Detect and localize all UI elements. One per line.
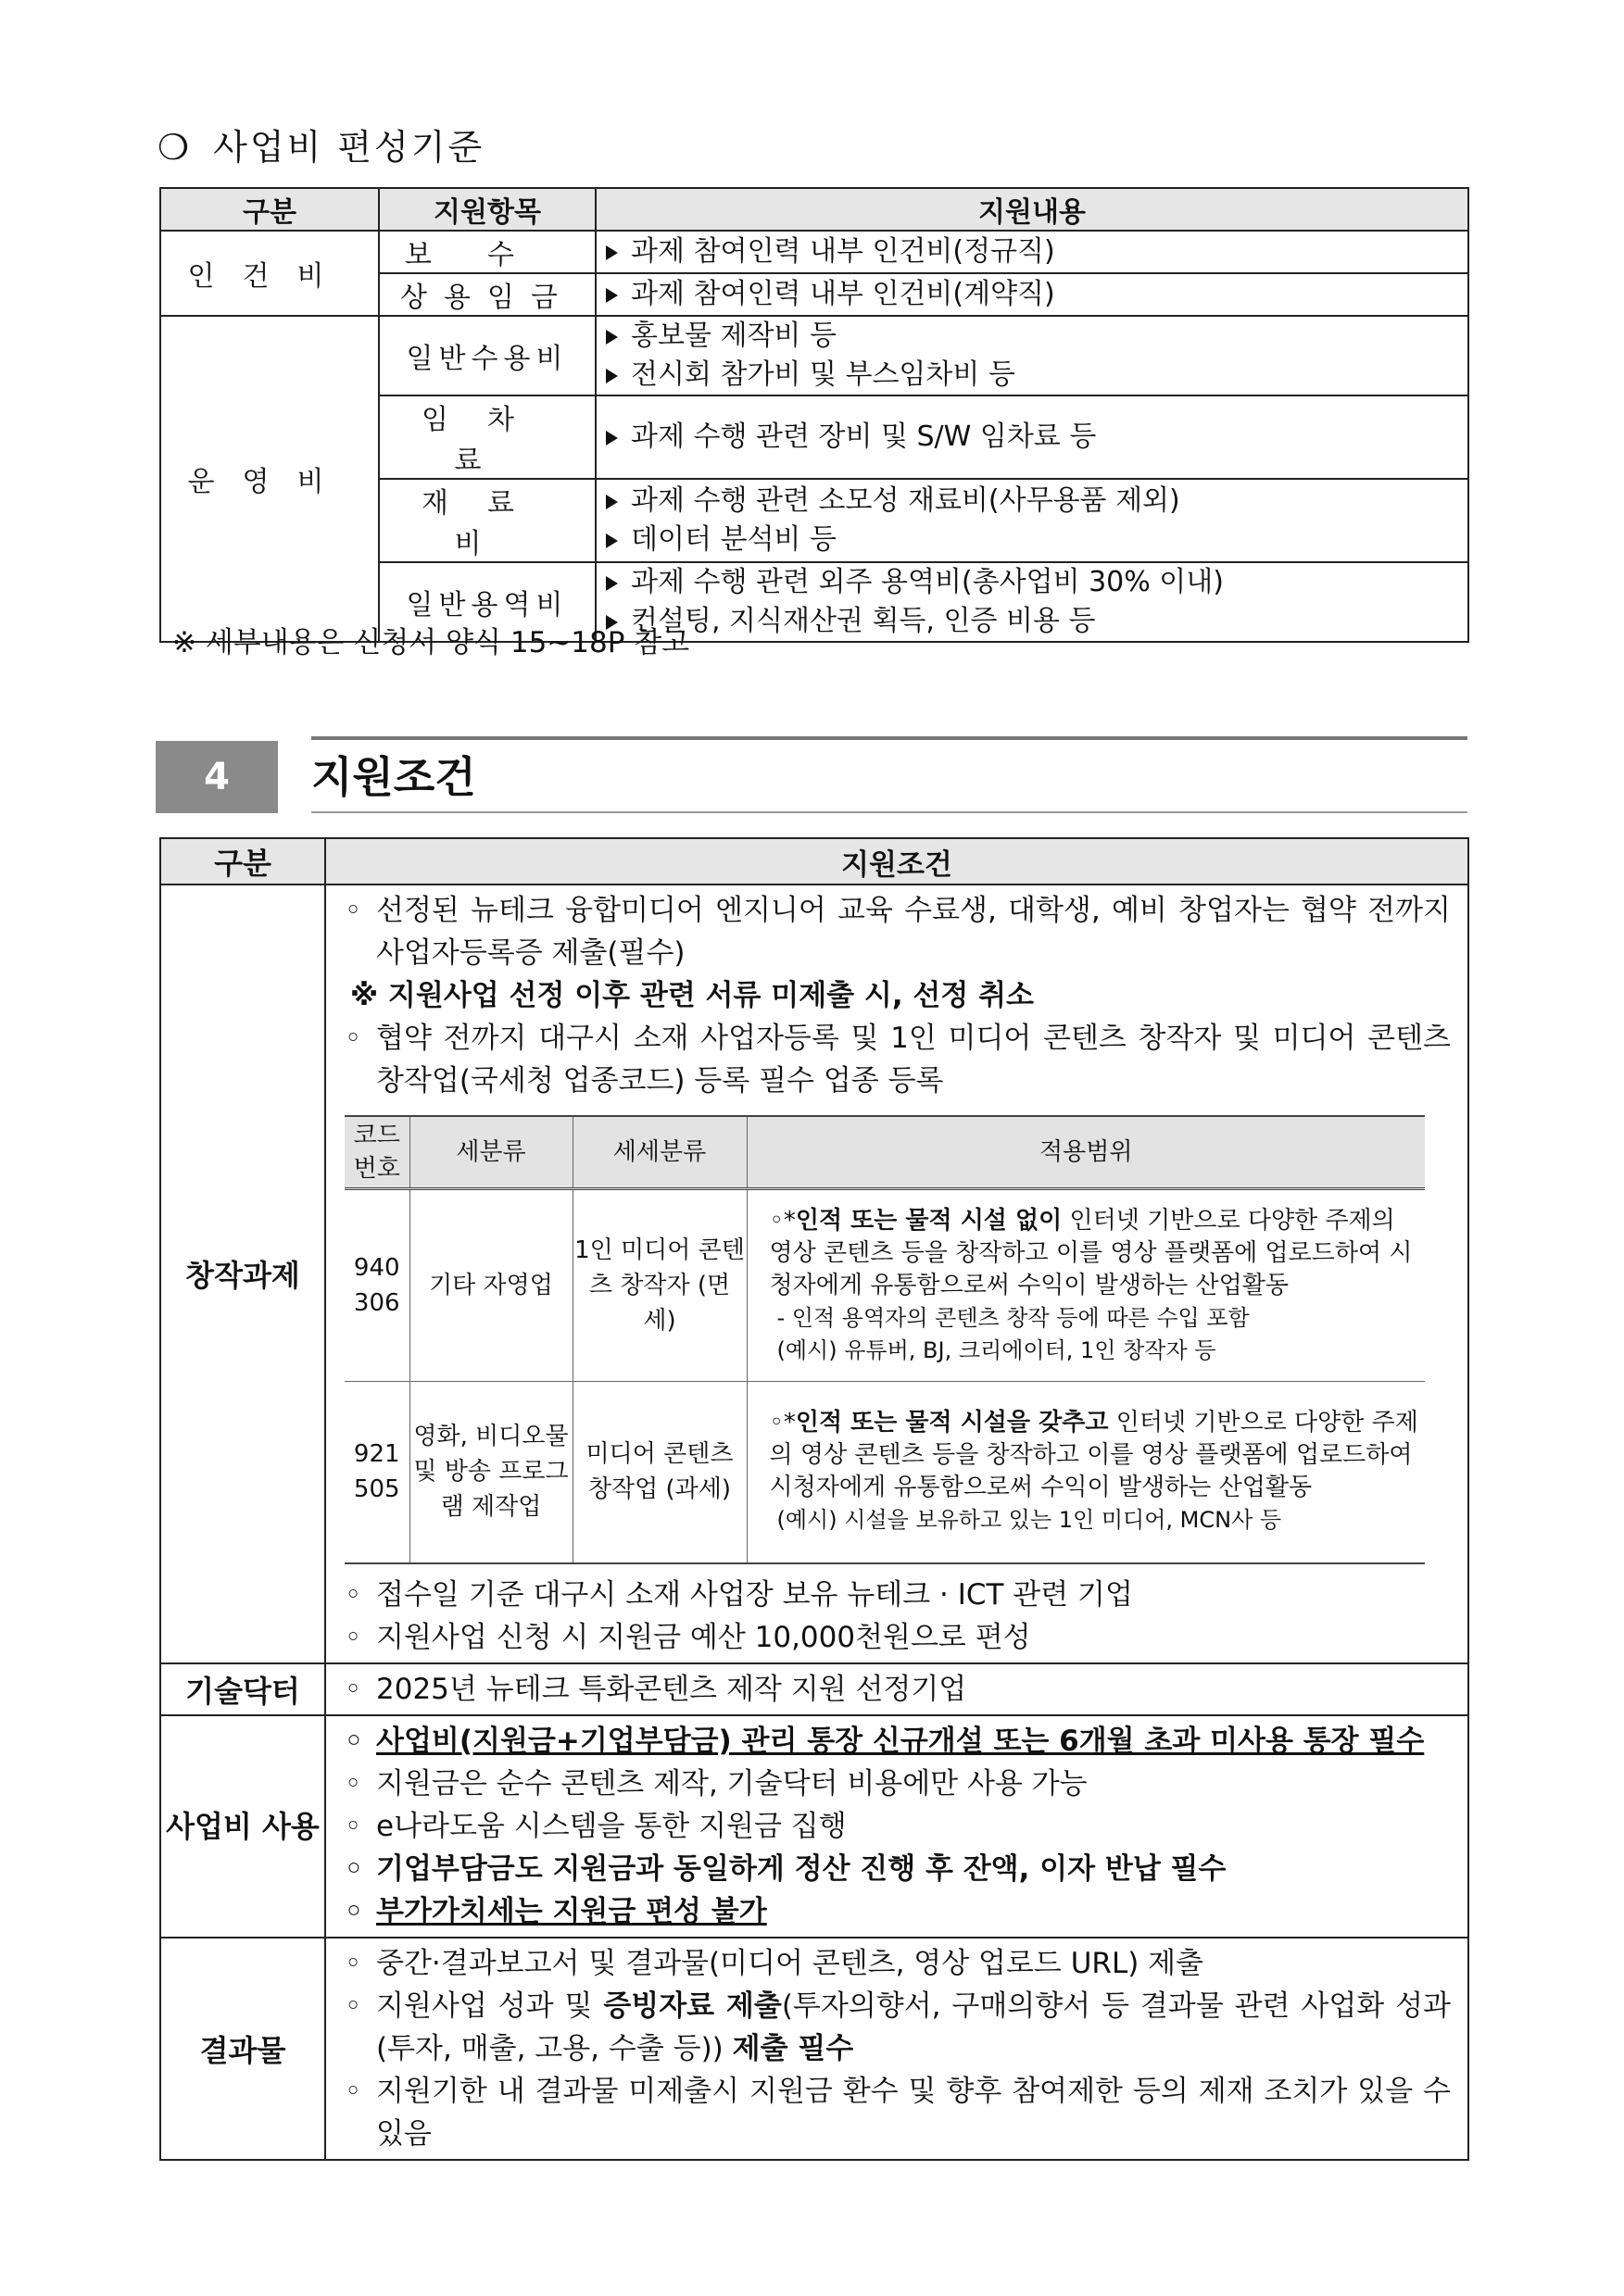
- industry-code-table: [345, 1115, 1425, 1564]
- content-text: 컨설팅, 지식재산권 획득, 인증 비용 등: [631, 605, 1096, 637]
- bullet: ◦: [345, 1809, 362, 1843]
- condition-text: 지원사업 성과 및: [376, 1989, 604, 2023]
- scope-mark: ◦*: [769, 1206, 796, 1235]
- conditions-table: [159, 837, 1469, 2161]
- heading-bullet: ❍: [157, 127, 190, 168]
- item-wage: 상용임금: [379, 273, 596, 316]
- content-cell: [596, 562, 1468, 642]
- item-salary: 보수: [379, 231, 596, 273]
- header-conditions: 지원조건: [325, 838, 1468, 885]
- content-text: 과제 수행 관련 소모성 재료비(사무용품 제외): [631, 484, 1180, 517]
- header-category: 구분: [160, 188, 379, 231]
- condition-item: [343, 1017, 1451, 1102]
- budget-use-label: 사업비 사용: [160, 1715, 325, 1938]
- condition-item: [343, 1805, 1451, 1848]
- header-sub: 세분류: [409, 1116, 573, 1189]
- content-cell: [596, 395, 1468, 479]
- condition-item: [343, 1720, 1451, 1763]
- content-text: 데이터 분석비 등: [631, 523, 837, 556]
- condition-item: [343, 1942, 1451, 1985]
- condition-item: [343, 1890, 1451, 1933]
- subsub-cell: 1인 미디어 콘텐츠 창작자 (면세): [573, 1189, 747, 1382]
- bullet: ◦: [345, 1946, 362, 1980]
- content-text: 과제 참여인력 내부 인건비(계약직): [631, 278, 1055, 310]
- triangle-bullet-icon: [606, 533, 618, 548]
- scope-body: 인터넷 기반으로 다양한 주제의 영상 콘텐츠 등을 창작하고 이를 영상 플랫폼에 업로드하여 시청자에게 유통함으로써 수익이 발생하는 산업활동: [769, 1206, 1413, 1299]
- content-cell: [596, 273, 1468, 316]
- condition-text: 지원금은 순수 콘텐츠 제작, 기술닥터 비용에만 사용 가능: [376, 1766, 1088, 1800]
- scope-cell: [747, 1382, 1425, 1563]
- scope-example: (예시) 시설을 보유하고 있는 1인 미디어, MCN사 등: [776, 1507, 1282, 1534]
- section-number-badge: 4: [156, 741, 278, 813]
- bullet: ◦: [345, 1672, 362, 1706]
- warning-note: ※ 지원사업 선정 이후 관련 서류 미제출 시, 선정 취소: [350, 979, 1034, 1012]
- condition-item: [343, 889, 1451, 974]
- table-row: [160, 231, 1468, 273]
- header-content: 지원내용: [596, 188, 1468, 231]
- item-general-supplies: 일반수용비: [379, 316, 596, 395]
- category-personnel: 인건비: [160, 231, 379, 316]
- header-subsub: 세세분류: [573, 1116, 747, 1189]
- bullet: ◦: [345, 1894, 363, 1928]
- condition-text: 접수일 기준 대구시 소재 사업장 보유 뉴테크 · ICT 관련 기업: [376, 1577, 1133, 1612]
- content-text: 과제 수행 관련 장비 및 S/W 임차료 등: [631, 420, 1097, 453]
- bullet: ◦: [345, 1851, 363, 1886]
- table-row: [345, 1382, 1425, 1563]
- bullet: ◦: [345, 1022, 362, 1055]
- condition-text: 부가가치세는 지원금 편성 불가: [376, 1894, 767, 1928]
- subsub-cell: 미디어 콘텐츠 창작업 (과세): [573, 1382, 747, 1563]
- condition-item: [343, 2070, 1451, 2155]
- bullet: ◦: [345, 894, 362, 927]
- triangle-bullet-icon: [606, 495, 618, 509]
- bullet: ◦: [345, 1989, 362, 2023]
- header-item: 지원항목: [379, 188, 596, 231]
- item-materials: 재료비: [379, 479, 596, 562]
- budget-heading: [157, 119, 485, 169]
- scope-mark: ◦*: [769, 1409, 796, 1437]
- triangle-bullet-icon: [606, 288, 618, 303]
- header-category: 구분: [160, 838, 325, 885]
- triangle-bullet-icon: [606, 369, 618, 383]
- sub-cell: 영화, 비디오물 및 방송 프로그램 제작업: [409, 1382, 573, 1563]
- header-code: 코드 번호: [345, 1116, 409, 1189]
- scope-bold: 인적 또는 물적 시설 없이: [795, 1206, 1063, 1235]
- condition-item: [343, 1668, 1451, 1711]
- budget-table: [159, 187, 1469, 643]
- triangle-bullet-icon: [606, 245, 618, 260]
- condition-text: 2025년 뉴테크 특화콘텐츠 제작 지원 선정기업: [376, 1672, 967, 1706]
- bullet: ◦: [345, 2074, 362, 2108]
- scope-cell: [747, 1189, 1425, 1382]
- budget-use-row: [160, 1715, 1468, 1938]
- budget-header-row: [160, 188, 1468, 231]
- section-title: 지원조건: [311, 752, 476, 802]
- triangle-bullet-icon: [606, 431, 618, 445]
- table-row: [160, 316, 1468, 395]
- condition-text: 지원기한 내 결과물 미제출시 지원금 환수 및 향후 참여제한 등의 제재 조치가 있을 수 있음: [376, 2074, 1451, 2151]
- bullet: ◦: [345, 1620, 362, 1654]
- content-text: 과제 참여인력 내부 인건비(정규직): [631, 235, 1055, 268]
- condition-text-bold: 증빙자료 제출: [603, 1989, 782, 2023]
- code-header-row: [345, 1116, 1425, 1189]
- table-row: [345, 1189, 1425, 1382]
- condition-item: [343, 1848, 1451, 1890]
- condition-text: e나라도움 시스템을 통한 지원금 집행: [376, 1809, 847, 1843]
- code-cell: 921 505: [345, 1382, 409, 1563]
- scope-text: [770, 1205, 1420, 1302]
- results-row: [160, 1938, 1468, 2160]
- content-text: 과제 수행 관련 외주 용역비(총사업비 30% 이내): [631, 566, 1224, 598]
- item-rental: 임차료: [379, 395, 596, 479]
- creation-row: [160, 885, 1468, 1663]
- condition-text: 선정된 뉴테크 융합미디어 엔지니어 교육 수료생, 대학생, 예비 창업자는 협약 전까지 사업자등록증 제출(필수): [376, 894, 1451, 970]
- content-cell: [596, 231, 1468, 273]
- bullet: ◦: [345, 1724, 363, 1758]
- condition-item: [343, 1574, 1451, 1616]
- condition-text: 지원사업 신청 시 지원금 예산 10,000천원으로 편성: [376, 1620, 1031, 1654]
- condition-text: 기업부담금도 지원금과 동일하게 정산 진행 후 잔액, 이자 반납 필수: [376, 1851, 1227, 1886]
- budget-heading-text: 사업비 편성기준: [213, 127, 485, 168]
- condition-text: 사업비(지원금+기업부담금) 관리 통장 신규개설 또는 6개월 초과 미사용 통장 필수: [376, 1724, 1425, 1758]
- scope-body: 인터넷 기반으로 다양한 주제의 영상 콘텐츠 등을 창작하고 이를 영상 플랫폼에 업로드하여 시청자에게 유통함으로써 수익이 발생하는 산업활동: [769, 1409, 1418, 1502]
- section-rule-bottom: [311, 811, 1467, 813]
- results-content: [325, 1938, 1468, 2160]
- item-services: 일반용역비: [379, 562, 596, 642]
- condition-item: [343, 1616, 1451, 1659]
- condition-text: (투자의향서, 구매의향서 등 결과물 관련 사업화 성과(투자, 매출, 고용, 수출 등)): [376, 1989, 1452, 2065]
- condition-text: 협약 전까지 대구시 소재 사업자등록 및 1인 미디어 콘텐츠 창작자 및 미디어 콘텐츠 창작업(국세청 업종코드) 등록 필수 업종 등록: [376, 1022, 1451, 1098]
- condition-text: 중간·결과보고서 및 결과물(미디어 콘텐츠, 영상 업로드 URL) 제출: [376, 1946, 1204, 1980]
- scope-bold: 인적 또는 물적 시설을 갖추고: [795, 1409, 1109, 1437]
- sub-cell: 기타 자영업: [409, 1189, 573, 1382]
- header-scope: 적용범위: [747, 1116, 1425, 1189]
- creation-content: [325, 885, 1468, 1663]
- scope-text: [770, 1407, 1420, 1504]
- results-label: 결과물: [160, 1938, 325, 2160]
- content-cell: [596, 316, 1468, 395]
- bullet: ◦: [345, 1766, 362, 1800]
- tech-doctor-content: [325, 1663, 1468, 1715]
- content-text: 전시회 참가비 및 부스임차비 등: [631, 358, 1015, 391]
- content-text: 홍보물 제작비 등: [631, 320, 837, 352]
- content-cell: [596, 479, 1468, 562]
- budget-use-content: [325, 1715, 1468, 1938]
- scope-sub: - 인적 용역자의 콘텐츠 창작 등에 따른 수입 포함: [776, 1304, 1250, 1331]
- code-cell: 940 306: [345, 1189, 409, 1382]
- condition-item: [343, 1985, 1451, 2070]
- category-operating: 운영비: [160, 316, 379, 642]
- tech-doctor-label: 기술닥터: [160, 1663, 325, 1715]
- creation-label: 창작과제: [160, 885, 325, 1663]
- bullet: ◦: [345, 1577, 362, 1612]
- triangle-bullet-icon: [606, 576, 618, 591]
- triangle-bullet-icon: [606, 330, 618, 345]
- scope-example: (예시) 유튜버, BJ, 크리에이터, 1인 창작자 등: [776, 1336, 1216, 1363]
- conditions-header-row: [160, 838, 1468, 885]
- section-rule-top: [311, 736, 1467, 740]
- tech-doctor-row: [160, 1663, 1468, 1715]
- condition-item: [343, 1763, 1451, 1805]
- condition-text-bold: 제출 필수: [732, 2031, 854, 2065]
- budget-footnote: ※ 세부내용은 신청서 양식 15~18P 참고: [172, 626, 690, 659]
